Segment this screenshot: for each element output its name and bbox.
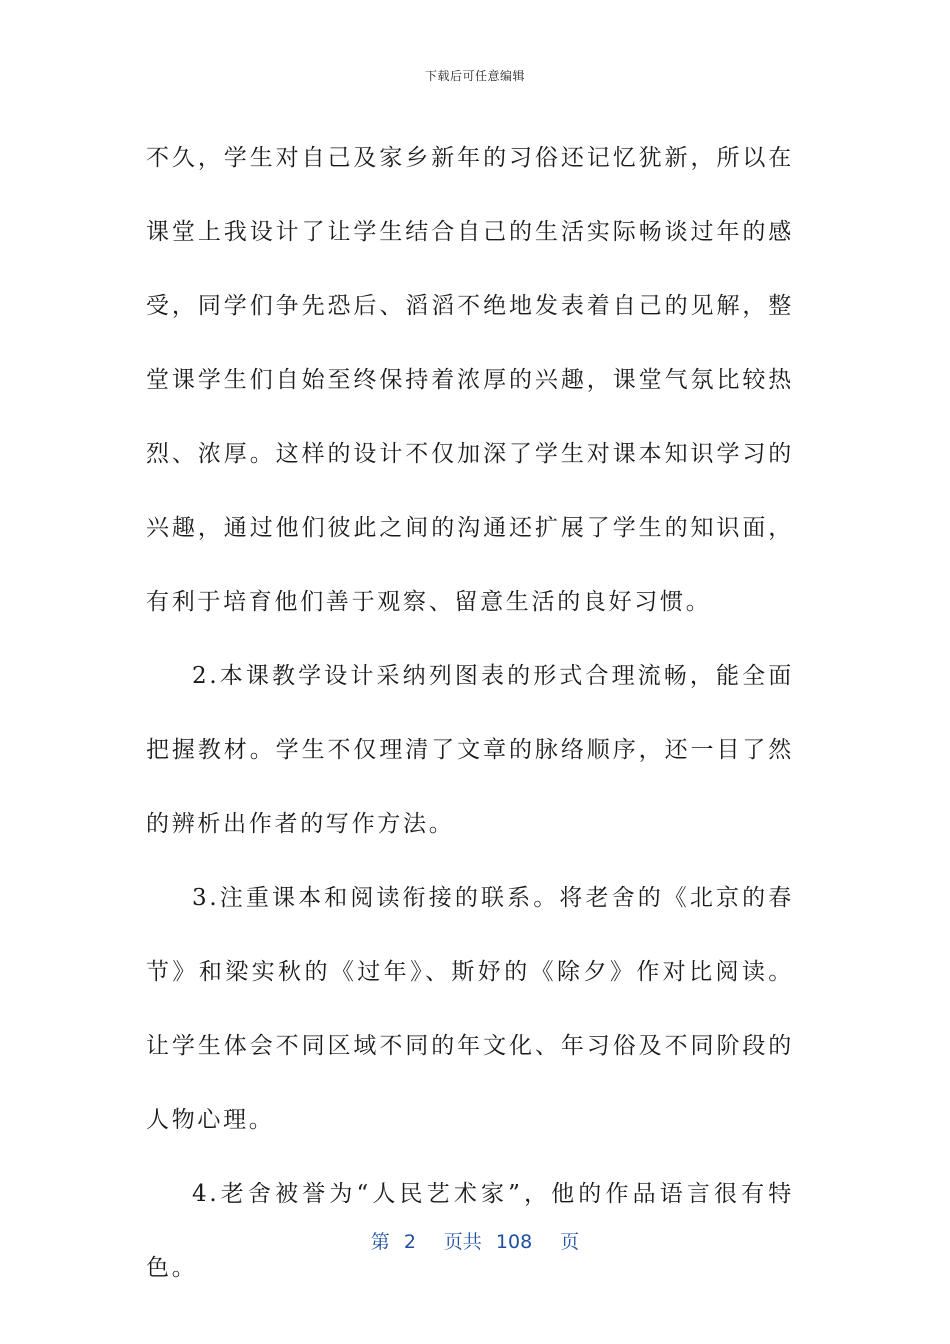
page-header: 下载后可任意编辑 [424,69,525,83]
paragraph-4: 4.老舍被誉为“人民艺术家”，他的作品语言很有特色。 [146,1181,794,1281]
paragraph-1: 不久，学生对自己及家乡新年的习俗还记忆犹新，所以在课堂上我设计了让学生结合自己的生活实际畅谈过年的感受，同学们争先恐后、滔滔不绝地发表着自己的见解，整堂课学生们自始至终保持着浓厚的兴趣，课堂气氛比较热烈、浓厚。这样的设计不仅加深了学生对课本知识学习的兴趣，通过他们彼此之间的沟通还扩展了学生的知识面，有利于培育他们善于观察、留意生活的良好习惯。 [146,145,794,615]
document-body [146,121,794,1305]
footer-page-number: 2 [403,1231,416,1253]
paragraph-3: 3.注重课本和阅读衔接的联系。将老舍的《北京的春节》和梁实秋的《过年》、斯妤的《除夕》作对比阅读。让学生体会不同区域不同的年文化、年习俗及不同阶段的人物心理。 [146,885,794,1133]
footer-total-pages: 108 [495,1231,533,1253]
page-footer [0,1227,950,1254]
footer-middle: 页共 [443,1231,482,1253]
footer-suffix: 页 [560,1231,580,1253]
footer-prefix: 第 [370,1231,390,1253]
paragraph-2: 2.本课教学设计采纳列图表的形式合理流畅，能全面把握教材。学生不仅理清了文章的脉络顺序，还一目了然的辨析出作者的写作方法。 [146,663,794,837]
